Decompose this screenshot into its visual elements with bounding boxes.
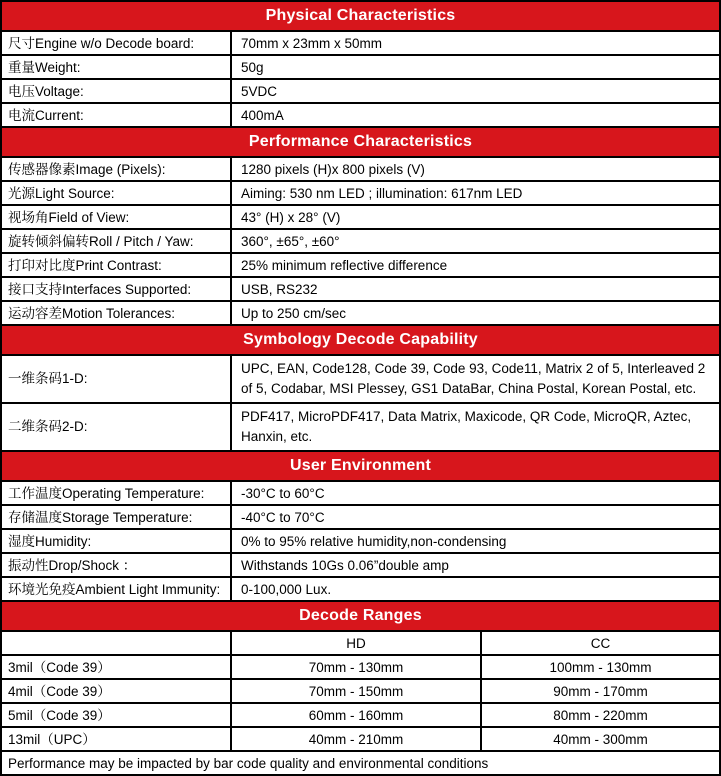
- row-value-hd: 70mm - 130mm: [232, 656, 482, 678]
- decode-ranges-corner-cell: [2, 632, 232, 654]
- row-label: 视场角Field of View:: [2, 206, 232, 228]
- row-value-hd: 70mm - 150mm: [232, 680, 482, 702]
- table-row: [2, 230, 719, 254]
- table-row: [2, 254, 719, 278]
- row-label: 打印对比度Print Contrast:: [2, 254, 232, 276]
- table-row: [2, 506, 719, 530]
- table-row: [2, 704, 719, 728]
- table-row: [2, 278, 719, 302]
- row-value-hd: 60mm - 160mm: [232, 704, 482, 726]
- row-label: 一维条码1-D:: [2, 356, 232, 402]
- section-header-physical-characteristics: Physical Characteristics: [2, 2, 719, 32]
- table-row: [2, 206, 719, 230]
- row-value: USB, RS232: [241, 281, 318, 297]
- row-label: 运动容差Motion Tolerances:: [2, 302, 232, 324]
- row-value: 50g: [241, 59, 264, 75]
- table-row: [2, 404, 719, 452]
- table-row: [2, 56, 719, 80]
- row-label: 工作温度Operating Temperature:: [2, 482, 232, 504]
- table-row: [2, 182, 719, 206]
- decode-ranges-column-header-row: [2, 632, 719, 656]
- table-row: [2, 728, 719, 752]
- row-label: 电流Current:: [2, 104, 232, 126]
- section-header-decode-ranges: Decode Ranges: [2, 602, 719, 632]
- table-row: [2, 656, 719, 680]
- row-value: PDF417, MicroPDF417, Data Matrix, Maxicode, QR Code, MicroQR, Aztec, Hanxin, etc.: [241, 409, 692, 444]
- row-value-hd: 40mm - 210mm: [232, 728, 482, 750]
- row-label: 3mil（Code 39）: [2, 656, 232, 678]
- row-value: Aiming: 530 nm LED ; illumination: 617nm LED: [241, 185, 523, 201]
- section-header-performance-characteristics: Performance Characteristics: [2, 128, 719, 158]
- table-row: [2, 482, 719, 506]
- row-value-cc: 40mm - 300mm: [553, 731, 648, 747]
- row-label: 旋转倾斜偏转Roll / Pitch / Yaw:: [2, 230, 232, 252]
- row-value: -30°C to 60°C: [241, 485, 325, 501]
- table-row: [2, 302, 719, 326]
- row-value: 0-100,000 Lux.: [241, 581, 332, 597]
- row-value: Withstands 10Gs 0.06”double amp: [241, 557, 449, 573]
- table-row: [2, 578, 719, 602]
- row-label: 重量Weight:: [2, 56, 232, 78]
- row-value: 400mA: [241, 107, 284, 123]
- row-label: 13mil（UPC）: [2, 728, 232, 750]
- column-header-cc: CC: [590, 635, 611, 651]
- row-label: 湿度Humidity:: [2, 530, 232, 552]
- footer-note: Performance may be impacted by bar code quality and environmental conditions: [8, 755, 489, 771]
- table-row: [2, 32, 719, 56]
- table-row: [2, 530, 719, 554]
- table-row: [2, 356, 719, 404]
- row-value: 43° (H) x 28° (V): [241, 209, 341, 225]
- row-value: 25% minimum reflective difference: [241, 257, 448, 273]
- row-label: 存储温度Storage Temperature:: [2, 506, 232, 528]
- row-label: 尺寸Engine w/o Decode board:: [2, 32, 232, 54]
- row-label: 振动性Drop/Shock ：: [2, 554, 232, 576]
- row-value: 70mm x 23mm x 50mm: [241, 35, 383, 51]
- column-header-hd: HD: [232, 632, 482, 654]
- table-row: [2, 80, 719, 104]
- section-header-user-environment: User Environment: [2, 452, 719, 482]
- row-label: 环境光免疫Ambient Light Immunity:: [2, 578, 232, 600]
- row-value: 5VDC: [241, 83, 278, 99]
- row-value-cc: 90mm - 170mm: [553, 683, 648, 699]
- row-value: 360°, ±65°, ±60°: [241, 233, 340, 249]
- row-value-cc: 80mm - 220mm: [553, 707, 648, 723]
- row-value-cc: 100mm - 130mm: [549, 659, 652, 675]
- row-label: 传感器像素Image (Pixels):: [2, 158, 232, 180]
- row-value: 1280 pixels (H)x 800 pixels (V): [241, 161, 425, 177]
- row-label: 光源Light Source:: [2, 182, 232, 204]
- table-row: [2, 104, 719, 128]
- table-row: [2, 158, 719, 182]
- footer-note-row: [2, 752, 719, 774]
- table-row: [2, 554, 719, 578]
- row-value: 0% to 95% relative humidity,non-condensing: [241, 533, 507, 549]
- row-label: 5mil（Code 39）: [2, 704, 232, 726]
- row-value: UPC, EAN, Code128, Code 39, Code 93, Code11, Matrix 2 of 5, Interleaved 2 of 5, Codabar, MSI Plessey, GS1 DataBar, China Postal, Korean Postal, etc.: [241, 361, 706, 396]
- row-label: 4mil（Code 39）: [2, 680, 232, 702]
- row-label: 二维条码2-D:: [2, 404, 232, 450]
- row-label: 接口支持Interfaces Supported:: [2, 278, 232, 300]
- row-label: 电压Voltage:: [2, 80, 232, 102]
- row-value: -40°C to 70°C: [241, 509, 325, 525]
- section-header-symbology-decode-capability: Symbology Decode Capability: [2, 326, 719, 356]
- table-row: [2, 680, 719, 704]
- row-value: Up to 250 cm/sec: [241, 305, 347, 321]
